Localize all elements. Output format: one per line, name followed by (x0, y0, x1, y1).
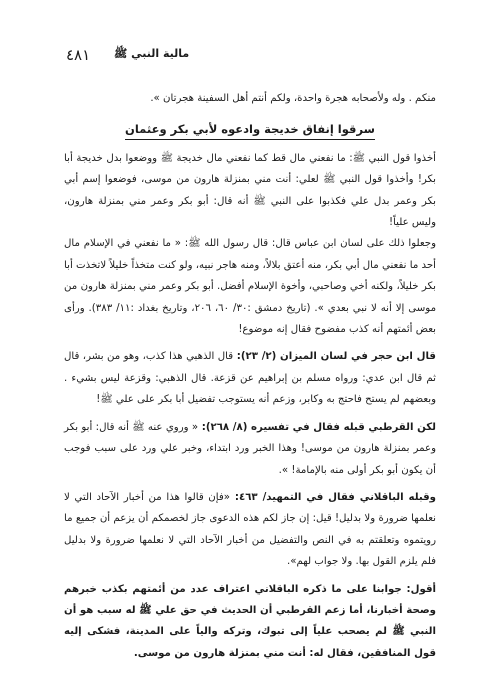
paragraph-5 (64, 487, 436, 573)
paragraph-1: أخذوا قول النبي ﷺ: ما نفعني مال قط كما نفعني مال خديجة ﷺ ووضعوا بدل خديجة أبا بكر! وأخذوا قول النبي ﷺ لعلي: أنت مني بمنزلة هارون من موسى، فوضعوا إسم أبي بكر وعمر بدل علي فكذبوا على النبي ﷺ أنه قال: أبو بكر وعمر مني بمنزلة هارون، وليس علياً! (64, 152, 436, 229)
paragraph-4-text: « وروي عنه ﷺ أنه قال: أبو بكر وعمر بمنزلة هارون من موسى! وهذا الخبر ورد ابتداء، وخبر علي ورد على سبب فوجب أن يكون أبو بكر أولى منه بالإمامة! ». (64, 421, 436, 476)
section-heading (64, 119, 436, 141)
section-heading-text: سرقوا إنفاق خديجة وادعوه لأبي بكر وعثمان (125, 122, 375, 140)
paragraph-5-lead: وقبله الباقلاني فقال في التمهيد/ ٤٦٣: (230, 491, 437, 503)
paragraph-3-text: قال الذهبي هذا كذب، وهو من بشر، قال ثم قال ابن عدي: ورواه مسلم بن إبراهيم عن قزعة. قال الذهبي: وقزعة ليس بشيء . وبعضهم لم يستح فاحتج به وكابر، وزعم أنه يستوجب تفضيل أبا بكر على علي ﷺ! (64, 351, 436, 406)
paragraph-4 (64, 417, 436, 481)
paragraph-5-text: «فإن قالوا هذا من أخبار الآحاد التي لا نعلمها ضرورة ولا بدليل! قيل: إن جاز لكم هذه الدعوى جاز لخصمكم أن يزعم أن جميع ما رويتموه وتعلقتم به في النص والتفضيل من أخبار الآحاد التي لا نعلمها ضرورة ولا بدليل فلم يلزم القول بها. ولا جواب لهم». (64, 491, 436, 568)
intro-line: منكم . وله ولأصحابه هجرة واحدة، ولكم أنتم أهل السفينة هجرتان ». (150, 93, 436, 104)
running-title: مالية النبي ﷺ (114, 47, 190, 60)
paragraph-4-lead: لكن القرطبي قبله فقال في تفسيره (٨/ ٢٦٨): (198, 421, 436, 433)
paragraph-3-lead: قال ابن حجر في لسان الميزان (٢/ ٢٣): (233, 351, 436, 363)
page-number: ٤٨١ (66, 46, 91, 64)
paragraph-3 (64, 346, 436, 410)
page-header (22, 46, 475, 68)
paragraph-6: أقول: جوابنا على ما ذكره الباقلاني اعتراف عدد من أئمتهم بكذب خبرهم وصحة أخبارنا، أما زعم القرطبي أن الحديث في حق علي ﷺ له سبب هو أن النبي ﷺ لم يصحب علياً إلى تبوك، وتركه والياً على المدينة، فشكى إليه قول المنافقين، فقال له: أنت مني بمنزلة هارون من موسى. (64, 583, 436, 659)
paragraph-2: وجعلوا ذلك على لسان ابن عباس قال: قال رسول الله ﷺ: « ما نفعني في الإسلام مال أحد ما نفعني مال أبي بكر، منه أعتق بلالاً، ومنه هاجر نبيه، ولو كنت متخذاً خليلاً لاتخذت أبا بكر خليلاً، ولكنه أخي وصاحبي، وأخوة الإسلام أفضل. أبو بكر وعمر مني بمنزلة هارون من موسى إلا أنه لا نبي بعدي ». (تاريخ دمشق :٣٠/ ٦٠، ٢٠٦، وتاريخ بغداد :١١/ ٣٨٣). ورأى بعض أئمتهم أنه كذب مفضوح فقال إنه موضوع! (64, 238, 437, 336)
page-body (64, 88, 436, 664)
